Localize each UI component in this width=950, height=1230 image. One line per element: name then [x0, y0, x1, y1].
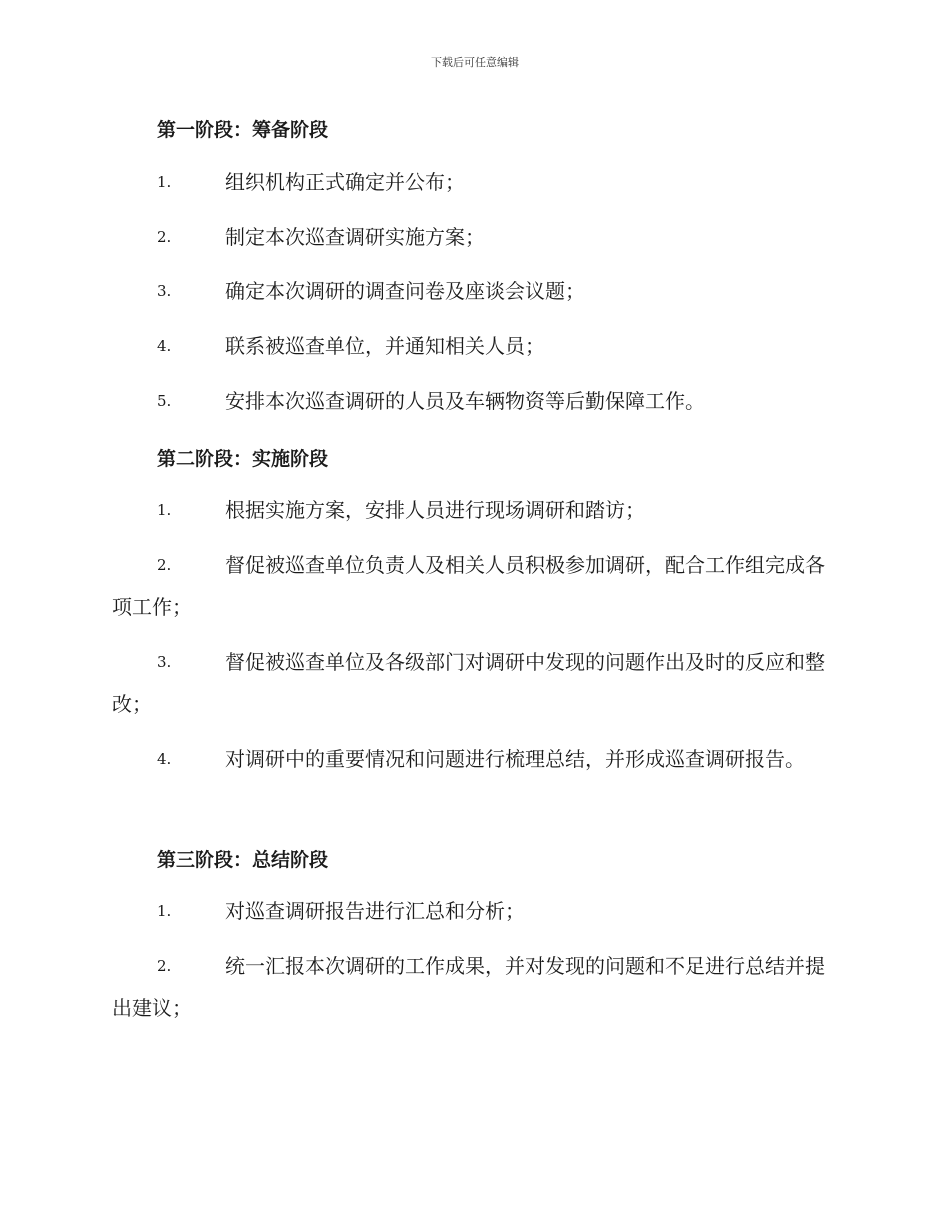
- item-text: 确定本次调研的调查问卷及座谈会议题；: [225, 279, 585, 303]
- item-number: 2.: [157, 228, 172, 246]
- item-number: 4.: [157, 750, 172, 768]
- list-item: [112, 890, 834, 932]
- list-item: [112, 945, 834, 1029]
- item-number: 3.: [157, 282, 172, 300]
- stage-title-preparation: 第一阶段：筹备阶段: [157, 119, 329, 141]
- item-text: 组织机构正式确定并公布；: [225, 170, 465, 194]
- page-header: 下载后可任意编辑: [431, 56, 519, 69]
- item-number: 1.: [157, 902, 172, 920]
- item-text: 统一汇报本次调研的工作成果，并对发现的问题和不足进行总结并提出建议；: [112, 954, 825, 1020]
- stage-title-implementation: 第二阶段：实施阶段: [157, 448, 329, 470]
- item-number: 2.: [157, 957, 172, 975]
- list-item: [112, 161, 834, 203]
- list-item: [112, 489, 834, 531]
- item-number: 1.: [157, 501, 172, 519]
- item-text: 督促被巡查单位及各级部门对调研中发现的问题作出及时的反应和整改；: [112, 650, 825, 716]
- item-text: 联系被巡查单位，并通知相关人员；: [225, 334, 545, 358]
- item-number: 1.: [157, 173, 172, 191]
- list-item: [112, 641, 834, 725]
- stage-title-summary: 第三阶段：总结阶段: [157, 849, 329, 871]
- list-item: [112, 216, 834, 258]
- item-number: 2.: [157, 556, 172, 574]
- list-item: [112, 738, 834, 780]
- list-item: [112, 380, 834, 422]
- list-item: [112, 544, 834, 628]
- list-item: [112, 270, 834, 312]
- item-number: 5.: [157, 392, 172, 410]
- item-text: 制定本次巡查调研实施方案；: [225, 225, 485, 249]
- item-text: 根据实施方案，安排人员进行现场调研和踏访；: [225, 498, 645, 522]
- item-text: 督促被巡查单位负责人及相关人员积极参加调研，配合工作组完成各项工作；: [112, 553, 825, 619]
- item-text: 安排本次巡查调研的人员及车辆物资等后勤保障工作。: [225, 389, 705, 413]
- item-text: 对调研中的重要情况和问题进行梳理总结，并形成巡查调研报告。: [225, 747, 805, 771]
- item-text: 对巡查调研报告进行汇总和分析；: [225, 899, 525, 923]
- item-number: 4.: [157, 337, 172, 355]
- list-item: [112, 325, 834, 367]
- item-number: 3.: [157, 653, 172, 671]
